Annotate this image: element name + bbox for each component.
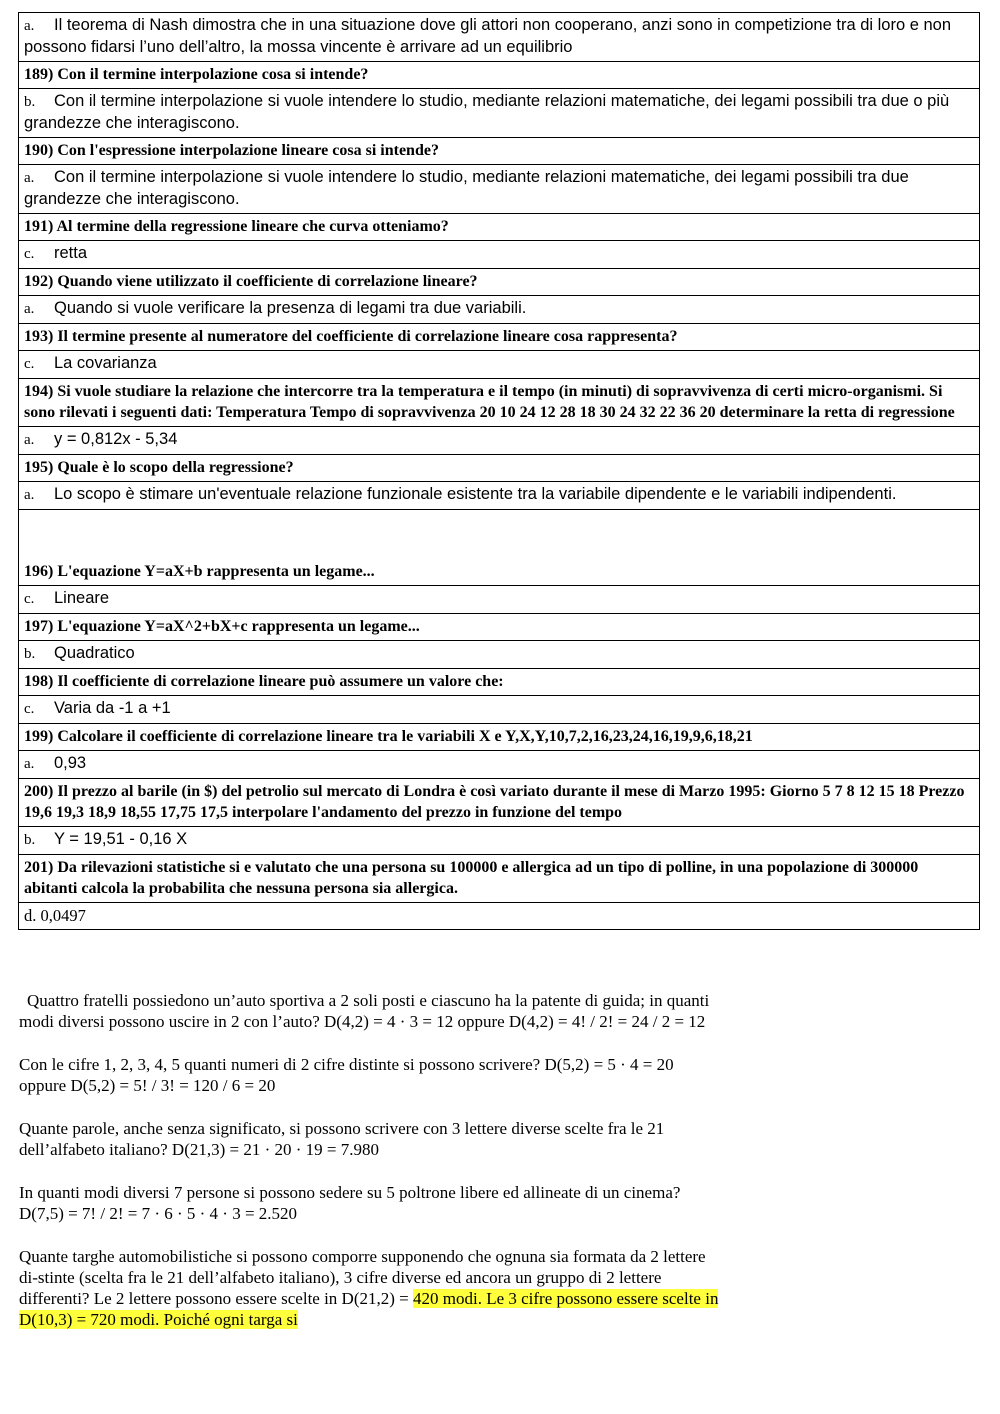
answer-row [19, 351, 980, 379]
answer-cell [19, 241, 980, 269]
answer-letter: b. [24, 832, 36, 848]
answer-text: Quando si vuole verificare la presenza di legami tra due variabili. [54, 299, 527, 317]
question-row [19, 269, 980, 296]
answer-cell [19, 482, 980, 510]
answer-letter: c. [24, 591, 35, 607]
question-text: 194) Si vuole studiare la relazione che intercorre tra la temperatura e il tempo (in minuti) di sopravvivenza di certi micro-organismi. Si sono rilevati i seguenti dati: Temperatura Tempo di sopravvivenza 20 10 24 12 28 18 30 24 32 22 36 20 determinare la retta di regressione [19, 379, 980, 427]
question-row [19, 62, 980, 89]
question-text: 193) Il termine presente al numeratore del coefficiente di correlazione lineare cosa rappresenta? [19, 324, 980, 351]
note-paragraph: Quante parole, anche senza significato, si possono scrivere con 3 lettere diverse scelte fra le 21 dell’alfabeto italiano? D(21,3) = 21 · 20 · 19 = 7.980 [19, 1119, 665, 1159]
answer-row [19, 827, 980, 855]
note-paragraph: Quattro fratelli possiedono un’auto sportiva a 2 soli posti e ciascuno ha la patente di guida; in quanti modi diversi possono uscire in 2 con l’auto? D(4,2) = 4 · 3 = 12 oppure D(4,2) = 4! / 2! = 24 / 2 = 12 [19, 991, 710, 1031]
answer-cell [19, 641, 980, 669]
answer-cell [19, 751, 980, 779]
answer-cell [19, 586, 980, 614]
answer-text: Con il termine interpolazione si vuole intendere lo studio, mediante relazioni matematiche, dei legami possibili tra due grandezze che interagiscono. [24, 168, 909, 208]
question-row [19, 855, 980, 903]
question-row [19, 724, 980, 751]
question-text: 190) Con l'espressione interpolazione lineare cosa si intende? [19, 138, 980, 165]
highlighted-text: 420 modi. Le 3 cifre possono essere scelte in D(10,3) = 720 modi. Poiché ogni targa si [19, 1289, 719, 1329]
empty-row [19, 510, 980, 560]
answer-cell [19, 827, 980, 855]
question-text: 201) Da rilevazioni statistiche si e valutato che una persona su 100000 e allergica ad un tipo di polline, in una popolazione di 300000 abitanti calcola la probabilita che nessuna persona sia allergica. [19, 855, 980, 903]
answer-text: Lineare [54, 589, 110, 607]
note-paragraph: Con le cifre 1, 2, 3, 4, 5 quanti numeri di 2 cifre distinte si possono scrivere? D(5,2) = 5 · 4 = 20 oppure D(5,2) = 5! / 3! = 120 / 6 = 20 [19, 1055, 674, 1095]
empty-cell [19, 510, 980, 560]
answer-text: Quadratico [54, 644, 135, 662]
answer-row [19, 427, 980, 455]
question-row [19, 324, 980, 351]
answer-text: y = 0,812x - 5,34 [54, 430, 178, 448]
answer-letter: a. [24, 18, 35, 34]
answer-cell [19, 296, 980, 324]
answer-row [19, 641, 980, 669]
question-text: 192) Quando viene utilizzato il coefficiente di correlazione lineare? [19, 269, 980, 296]
question-text: 200) Il prezzo al barile (in $) del petrolio sul mercato di Londra è così variato durante il mese di Marzo 1995: Giorno 5 7 8 12 15 18 Prezzo 19,6 19,3 18,9 18,55 17,75 17,5 interpolare l'andamento del prezzo in funzione del tempo [19, 779, 980, 827]
note-paragraph: In quanti modi diversi 7 persone si possono sedere su 5 poltrone libere ed allineate di un cinema? D(7,5) = 7! / 2! = 7 · 6 · 5 · 4 · 3 = 2.520 [19, 1183, 681, 1223]
answer-row [19, 751, 980, 779]
answer-row [19, 586, 980, 614]
answer-text: Y = 19,51 - 0,16 X [54, 830, 188, 848]
note-paragraph [19, 1246, 719, 1330]
answer-letter: a. [24, 170, 35, 186]
answer-cell [19, 13, 980, 62]
answer-letter: b. [24, 646, 36, 662]
question-row [19, 138, 980, 165]
answer-cell [19, 427, 980, 455]
question-row [19, 669, 980, 696]
quiz-table [18, 12, 980, 930]
answer-cell [19, 903, 980, 930]
answer-letter: a. [24, 487, 35, 503]
note-text: Quante targhe automobilistiche si possono comporre supponendo che ognuna sia formata da 2 lettere di-stinte (scelta fra le 21 dell’alfabeto italiano), 3 cifre diverse ed ancora un gruppo di 2 lettere differenti? Le 2 lettere possono essere scelte in D(21,2) = [19, 1247, 706, 1308]
question-row [19, 614, 980, 641]
answer-letter: c. [24, 356, 35, 372]
question-row [19, 779, 980, 827]
answer-row [19, 165, 980, 214]
answer-text: La covarianza [54, 354, 157, 372]
answer-text: 0,93 [54, 754, 87, 772]
answer-text: Con il termine interpolazione si vuole intendere lo studio, mediante relazioni matematiche, dei legami possibili tra due o più grandezze che interagiscono. [24, 92, 950, 132]
question-text: 196) L'equazione Y=aX+b rappresenta un legame... [19, 559, 980, 586]
question-text: 191) Al termine della regressione lineare che curva otteniamo? [19, 214, 980, 241]
answer-row [19, 903, 980, 930]
answer-row [19, 13, 980, 62]
question-row [19, 455, 980, 482]
answer-row [19, 296, 980, 324]
question-row [19, 379, 980, 427]
answer-letter: c. [24, 701, 35, 717]
answer-text: retta [54, 244, 88, 262]
answer-row [19, 482, 980, 510]
answer-letter: a. [24, 756, 35, 772]
question-text: 199) Calcolare il coefficiente di correlazione lineare tra le variabili X e Y,X,Y,10,7,2,16,23,24,16,19,9,6,18,21 [19, 724, 980, 751]
question-text: 189) Con il termine interpolazione cosa si intende? [19, 62, 980, 89]
answer-letter: c. [24, 246, 35, 262]
answer-row [19, 696, 980, 724]
question-text: 197) L'equazione Y=aX^2+bX+c rappresenta un legame... [19, 614, 980, 641]
answer-cell [19, 165, 980, 214]
answer-letter: a. [24, 432, 35, 448]
question-row [19, 559, 980, 586]
answer-row [19, 89, 980, 138]
answer-text: d. 0,0497 [24, 906, 86, 925]
answer-text: Lo scopo è stimare un'eventuale relazione funzionale esistente tra la variabile dipendente e le variabili indipendenti. [54, 485, 897, 503]
answer-row [19, 241, 980, 269]
answer-cell [19, 351, 980, 379]
notes-section [19, 990, 719, 1352]
answer-text: Varia da -1 a +1 [54, 699, 171, 717]
question-text: 195) Quale è lo scopo della regressione? [19, 455, 980, 482]
answer-letter: b. [24, 94, 36, 110]
answer-letter: a. [24, 301, 35, 317]
question-text: 198) Il coefficiente di correlazione lineare può assumere un valore che: [19, 669, 980, 696]
answer-cell [19, 696, 980, 724]
answer-cell [19, 89, 980, 138]
answer-text: Il teorema di Nash dimostra che in una situazione dove gli attori non cooperano, anzi sono in competizione tra di loro e non possono fidarsi l’uno dell’altro, la mossa vincente è arrivare ad un equilibrio [24, 16, 952, 56]
question-row [19, 214, 980, 241]
